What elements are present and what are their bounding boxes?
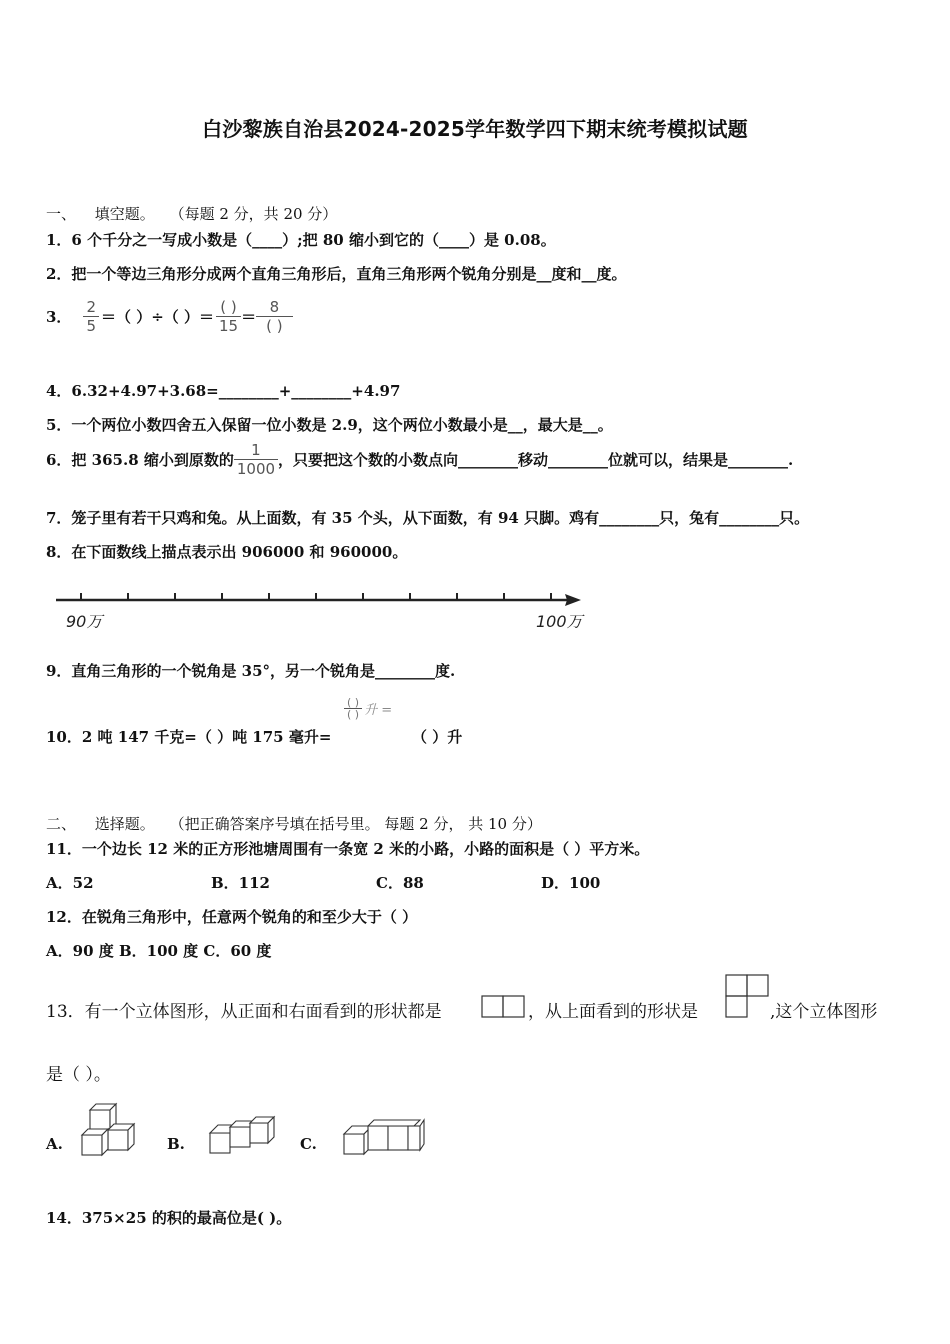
section2-header: [46, 813, 542, 834]
fraction-numerator: ( ): [220, 298, 237, 316]
fraction-blank-over-blank: [344, 697, 362, 720]
section2-name: 选择题。: [94, 815, 155, 833]
question-3-number: 3．: [46, 308, 72, 326]
question-3-middle: ＝（ ）÷（ ）＝: [100, 308, 214, 326]
question-9: 9．直角三角形的一个锐角是 35°，另一个锐角是________度.: [46, 662, 456, 680]
q13-option-c-label: C.: [300, 1135, 317, 1153]
question-10-prefix: 10．2 吨 147 千克=（ ）吨 175 毫升=: [46, 728, 332, 746]
fraction-denominator: 5: [83, 316, 99, 335]
number-line-left-label: 90万: [66, 612, 103, 631]
q13-option-a-label: A.: [46, 1135, 63, 1153]
number-line: [46, 585, 606, 635]
question-11: 11．一个边长 12 米的正方形池塘周围有一条宽 2 米的小路，小路的面积是（ ）平方米。: [46, 840, 650, 858]
equals-sign: ＝: [241, 308, 257, 326]
question-1: 1．6 个千分之一写成小数是（____）;把 80 缩小到它的（____）是 0.08。: [46, 231, 556, 249]
number-line-arrow: [565, 594, 581, 606]
top-view-l-shape-icon: [725, 974, 771, 1020]
question-13-line1-end: ,这个立体图形: [770, 1002, 878, 1022]
question-6: [46, 441, 793, 478]
question-13-line1: 13．有一个立体图形，从正面和右面看到的形状都是: [46, 1002, 442, 1022]
question-7: 7．笼子里有若干只鸡和兔。从上面数，有 35 个头，从下面数，有 94 只脚。鸡有________只，兔有________只。: [46, 509, 810, 527]
question-10-unit-eq: 升 =: [364, 703, 393, 718]
q11-option-d: D．100: [541, 874, 601, 892]
question-13-line1-mid: ，从上面看到的形状是: [528, 1002, 698, 1022]
question-5: 5．一个两位小数四舍五入保留一位小数是 2.9，这个两位小数最小是__，最大是__。: [46, 416, 613, 434]
question-13-line2: 是（ ）。: [46, 1065, 111, 1085]
question-3: [46, 298, 293, 335]
fraction-one-thousandth: [234, 441, 278, 478]
section1-note: （每题 2 分，共 20 分）: [169, 205, 338, 223]
section1-header: [46, 203, 337, 224]
q13-option-b-label: B.: [167, 1135, 185, 1153]
section2-number: 二、: [46, 815, 77, 833]
question-10: [46, 726, 331, 747]
question-10-suffix: （ ）升: [412, 728, 463, 746]
q11-option-a: A．52: [46, 874, 94, 892]
option-c-cubes-icon: [340, 1118, 426, 1160]
q11-option-b: B．112: [211, 874, 270, 892]
section1-name: 填空题。: [94, 205, 155, 223]
fraction-denominator: ( ): [344, 708, 362, 720]
question-12: 12．在锐角三角形中，任意两个锐角的和至少大于（ ）: [46, 908, 418, 926]
question-4: 4．6.32+4.97+3.68=________+________+4.97: [46, 382, 401, 400]
fraction-denominator: 15: [216, 316, 241, 335]
question-6-suffix: ，只要把这个数的小数点向________移动________位就可以，结果是________.: [278, 451, 794, 469]
fraction-numerator: ( ): [347, 696, 360, 709]
option-b-cubes-icon: [206, 1115, 276, 1160]
number-line-right-label: 100万: [536, 612, 583, 631]
question-14: 14．375×25 的积的最高位是( )。: [46, 1209, 292, 1227]
front-view-two-squares-icon: [481, 995, 527, 1019]
section1-number: 一、: [46, 205, 77, 223]
question-2: 2．把一个等边三角形分成两个直角三角形后，直角三角形两个锐角分别是__度和__度。: [46, 265, 627, 283]
question-10-fraction-image: [344, 697, 392, 720]
question-8: 8．在下面数线上描点表示出 906000 和 960000。: [46, 543, 408, 561]
q12-options: A．90 度 B．100 度 C．60 度: [46, 942, 272, 960]
question-6-prefix: 6．把 365.8 缩小到原数的: [46, 451, 234, 469]
fraction-8-over-blank: [256, 298, 292, 335]
option-a-cubes-icon: [78, 1100, 143, 1160]
fraction-denominator: 1000: [234, 459, 278, 478]
fraction-numerator: 2: [86, 298, 96, 316]
q11-option-c: C．88: [376, 874, 424, 892]
fraction-blank-over-15: [216, 298, 241, 335]
section2-note: （把正确答案序号填在括号里。 每题 2 分， 共 10 分）: [169, 815, 542, 833]
fraction-denominator: ( ): [256, 316, 292, 335]
page-title: 白沙黎族自治县2024-2025学年数学四下期末统考模拟试题: [202, 117, 748, 141]
fraction-numerator: 1: [251, 441, 261, 459]
fraction-two-fifths: [83, 298, 99, 335]
fraction-numerator: 8: [269, 298, 280, 316]
